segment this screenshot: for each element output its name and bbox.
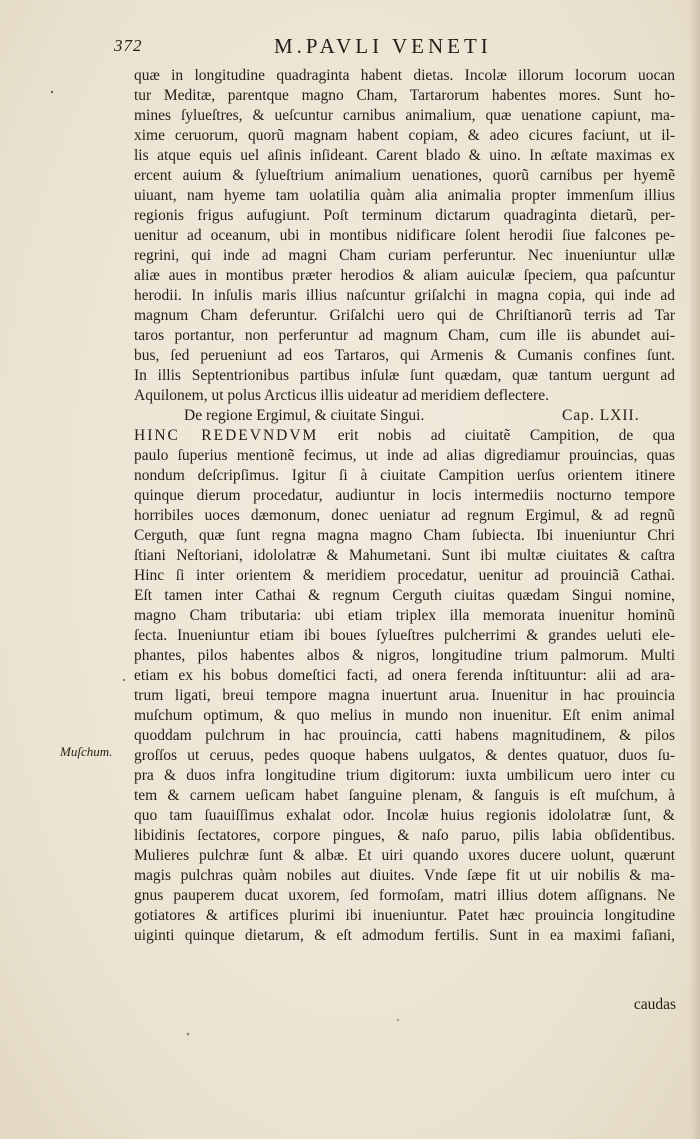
- margin-note: Muſchum.: [60, 744, 113, 759]
- text-line: tem & carnem ueſicam habet ſanguine plenam, & ſanguis is eſt muſchum, à: [134, 787, 675, 804]
- text-line: uenitur ad oceanum, ubi in montibus nidificare ſolent herodii ſiue falcones pe-: [134, 227, 675, 244]
- text-section-before-chapter: [134, 66, 675, 406]
- main-text-block: [134, 66, 675, 946]
- text-line: magno Cham tributaria: ubi etiam triplex illa memorata inuenitur hominũ: [134, 607, 675, 624]
- text-line: regrini, qui inde ad magni Cham curiam perferuntur. Nec inueniuntur ullæ: [134, 247, 675, 264]
- text-line: gotiatores & artifices plurimi ibi inueniuntur. Patet hæc prouincia longitudine: [134, 907, 675, 924]
- text-line: In illis Septentrionibus partibus inſulæ ſunt quædam, quæ tantum uergunt ad: [134, 367, 675, 384]
- text-line: Cerguth, quæ ſunt regna magna magno Cham ſubiecta. Ibi inueniuntur Chri: [134, 527, 675, 544]
- text-line: herodii. In inſulis maris illius naſcuntur griſalchi in magna copia, qui inde ad: [134, 287, 675, 304]
- text-line: groſſos ut ceruus, pedes quoque habens uulgatos, & dentes quatuor, duos ſu-: [134, 747, 675, 764]
- text-line: pra & duos infra longitudine trium digitorum: iuxta umbilicum uero inter cu: [134, 767, 675, 784]
- text-line: gnus pauperem ducat uxorem, ſed formoſam, matri illius dotem aſſignans. Ne: [134, 887, 675, 904]
- chapter-number: Cap. LXII.: [562, 407, 640, 424]
- text-line: uiginti quinque dietarum, & eſt admodum fertilis. Sunt in ea maximi faſiani,: [134, 927, 675, 944]
- chapter-opening-line: [134, 426, 675, 446]
- text-line: taros portantur, non perferuntur ad magnum Cham, cum ille iis abundet aui-: [134, 327, 675, 344]
- text-line: libidinis ſectatores, corpore pingues, & naſo paruo, pilis labia obſidentibus.: [134, 827, 675, 844]
- text-line: uiuant, nam hyeme tam uolatilia quàm alia animalia propter immenſum illius: [134, 187, 675, 204]
- opening-capitals: HINC REDEVNDVM: [134, 427, 319, 444]
- ink-speck: [397, 1019, 399, 1021]
- text-line: muſchum optimum, & quo melius in mundo non inuenitur. Eſt enim animal: [134, 707, 675, 724]
- text-line: mines ſylueſtres, & ueſcuntur carnibus animalium, quæ uenatione capiunt, ma-: [134, 107, 675, 124]
- text-line: trum ligati, breui tempore magna inuertunt arua. Inuenitur in hac prouincia: [134, 687, 675, 704]
- text-line: tur Meditæ, parentque magno Cham, Tartarorum habentes mores. Sunt ho-: [134, 87, 675, 104]
- text-line: aliæ aues in montibus præter herodios & aliam auiculæ ſpeciem, qua paſcuntur: [134, 267, 675, 284]
- text-line: Aquilonem, ut polus Arcticus illis uideatur ad meridiem deflectere.: [134, 387, 549, 404]
- text-line: quo tam ſuauiſſimus exhalat odor. Incolæ huius regionis idololatræ ſunt, &: [134, 807, 675, 824]
- text-line: Eſt tamen inter Cathai & regnum Cerguth ciuitas quædam Singui nomine,: [134, 587, 675, 604]
- text-line: magnum Cham deferuntur. Griſalchi uero qui de Chriſtianorũ terris ad Tar: [134, 307, 675, 324]
- text-line: etiam ex his bobus domeſtici facti, ad onera ferenda inſtituuntur: alii ad ara-: [134, 667, 675, 684]
- ink-speck: [51, 91, 53, 93]
- text-line: paulo ſuperius mentionẽ fecimus, ut inde ad alias digrediamur prouincias, quas: [134, 447, 675, 464]
- text-line: regionis frigus aufugiunt. Poſt terminum dictarum quadraginta dietarũ, per-: [134, 207, 675, 224]
- text-line: quæ in longitudine quadraginta habent dietas. Incolæ illorum locorum uocan: [134, 67, 675, 84]
- text-section-after-chapter: [134, 446, 675, 946]
- opening-line-rest: erit nobis ad ciuitatẽ Campition, de qua: [318, 427, 675, 444]
- text-line: magis pulchras quàm nobiles aut diuites. Vnde ſæpe fit ut uir nobilis & ma-: [134, 867, 675, 884]
- page-header: [114, 34, 694, 60]
- catchword: caudas: [633, 996, 676, 1013]
- page-number: 372: [114, 36, 143, 55]
- page-gutter: [690, 0, 700, 1139]
- chapter-title: De regione Ergimul, & ciuitate Singui.: [184, 407, 425, 424]
- chapter-heading: [134, 406, 675, 426]
- text-line: ercent auium & ſylueſtrium animalium uenationes, quorũ carnibus per hyemẽ: [134, 167, 675, 184]
- ink-speck: [187, 1033, 190, 1036]
- text-line: phantes, pilos habentes albos & nigros, longitudine trium palmorum. Multi: [134, 647, 675, 664]
- text-line: ſtiani Neſtoriani, idololatræ & Mahumetani. Sunt ibi multæ ciuitates & caſtra: [134, 547, 675, 564]
- running-title: M.PAVLI VENETI: [274, 34, 492, 58]
- text-line: bus, ſed perueniunt ad eos Tartaros, qui Armenis & Cumanis confines ſunt.: [134, 347, 675, 364]
- text-line: quinque dierum procedatur, audiuntur in locis intermediis nocturno tempore: [134, 487, 675, 504]
- text-line: Hinc ſi inter orientem & meridiem procedatur, uenitur ad prouinciã Cathai.: [134, 567, 675, 584]
- text-line: quoddam pulchrum in hac prouincia, catti habens magnitudinem, & pilos: [134, 727, 675, 744]
- text-line: horribiles uoces dæmonum, donec ueniatur ad regnum Ergimul, & ad regnũ: [134, 507, 675, 524]
- text-line: xime ceruorum, quorũ magnam habent copiam, & adeo cicures faciunt, ut il-: [134, 127, 675, 144]
- text-line: Mulieres pulchræ ſunt & albæ. Et uiri quando uxores ducere uolunt, quærunt: [134, 847, 675, 864]
- text-line: nondum deſcripſimus. Igitur ſi à ciuitate Campition uerſus orientem itinere: [134, 467, 675, 484]
- ink-speck: [123, 679, 125, 681]
- text-line: ſecta. Inueniuntur etiam ibi boues ſylueſtres pulcherrimi & grandes ueluti ele-: [134, 627, 675, 644]
- text-line: lis atque equis uel aſinis inſideant. Carent blado & uino. In æſtate maximas ex: [134, 147, 675, 164]
